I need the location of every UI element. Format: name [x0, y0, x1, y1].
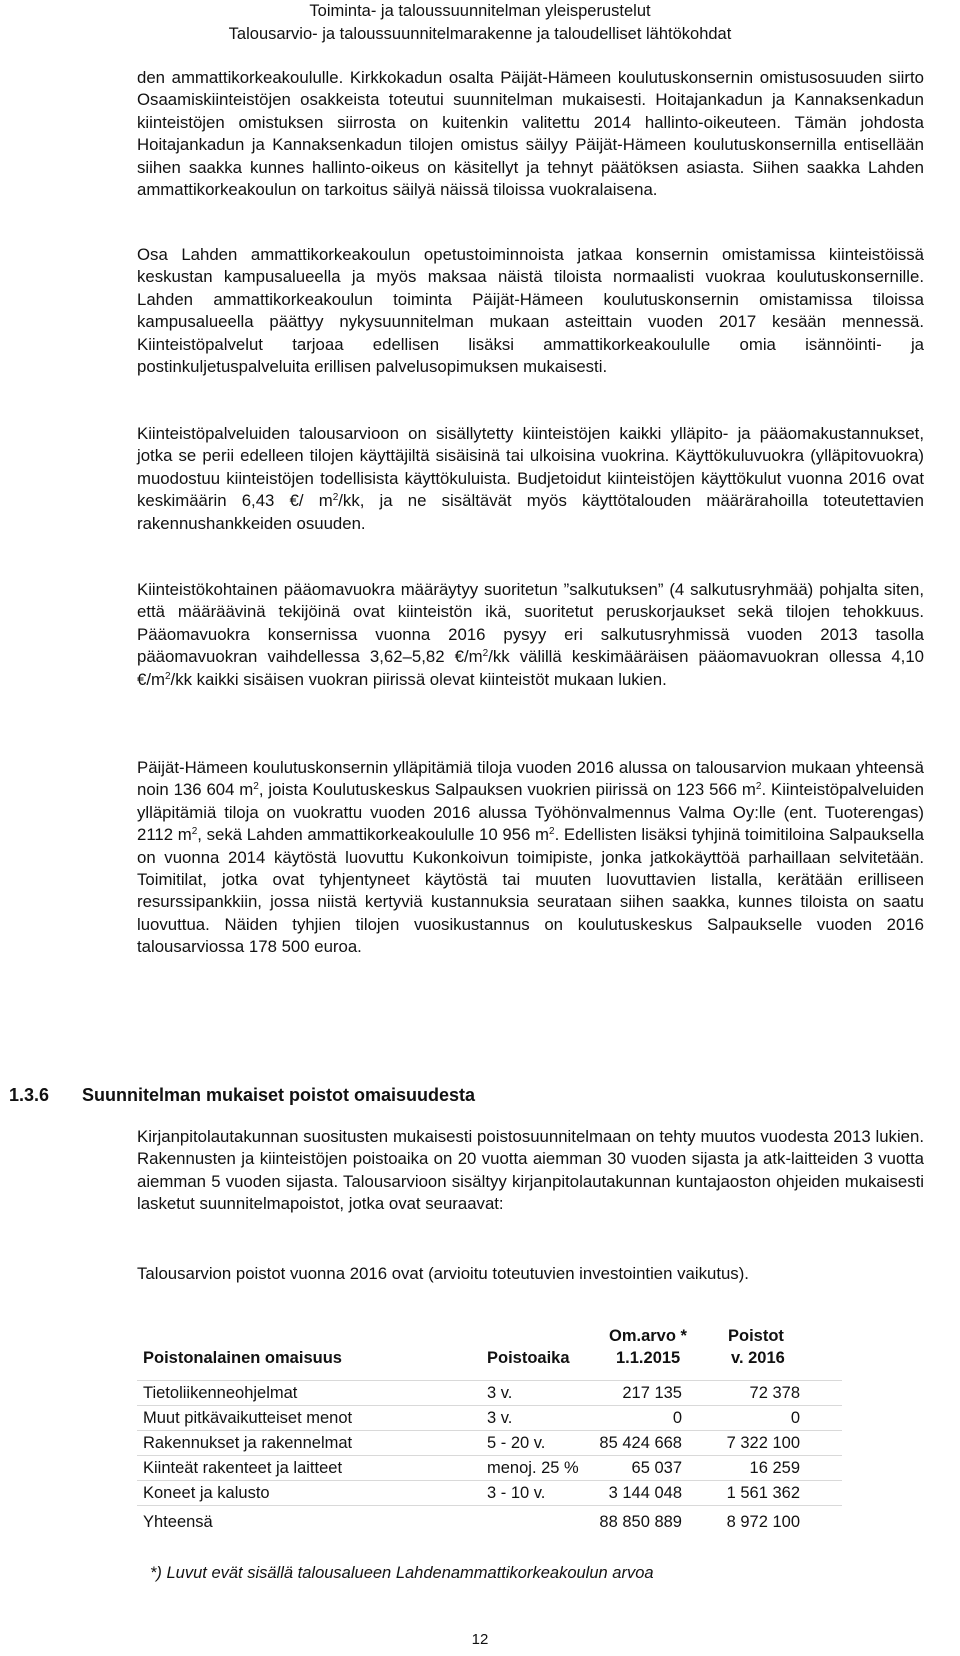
- section-number: 1.3.6: [9, 1085, 50, 1105]
- total-value: 88 850 889: [599, 1513, 682, 1531]
- page-number: 12: [471, 1631, 489, 1648]
- cell-period: 3 v.: [487, 1384, 513, 1402]
- cell-value: 0: [672, 1409, 682, 1427]
- cell-asset: Rakennukset ja rakennelmat: [143, 1434, 353, 1452]
- header-period: Poistoaika: [487, 1349, 570, 1367]
- header-line-2: Talousarvio- ja taloussuunnitelmarakenne ja taloudelliset lähtökohdat: [228, 25, 732, 43]
- cell-depreciation: 0: [790, 1409, 800, 1427]
- cell-period: 3 v.: [487, 1409, 513, 1427]
- table-row: [137, 1406, 842, 1431]
- table-row: [137, 1481, 842, 1506]
- header-value-line1: Om.arvo *: [609, 1327, 687, 1345]
- table-total-row: [137, 1510, 842, 1534]
- cell-depreciation: 16 259: [749, 1459, 800, 1477]
- header-dep-line2: v. 2016: [731, 1349, 785, 1367]
- cell-depreciation: 1 561 362: [726, 1484, 800, 1502]
- paragraph-1: den ammattikorkeakoululle. Kirkkokadun osalta Päijät-Hämeen koulutuskonsernin omistusosuuden siirto Osaamiskiinteistöjen osakkeista toteutui suunnitelman mukaisesti. Hoitajankadun ja Kannaksenkadun kiinteistöjen omistuksen siirrosta on kuitenkin valitettu 2014 hallinto-oikeuteen. Tämän johdosta Hoitajankadun ja Kannaksenkadun tilojen omistus säilyy Päijät-Hämeen koulutuskonsernilla entisellään siihen saakka kunnes hallinto-oikeus on käsitellyt ja tehnyt päätöksen asiasta. Siihen saakka Lahden ammattikorkeakoulun on tarkoitus säilyä näissä tiloissa vuokralaisena.: [137, 68, 924, 200]
- total-label: Yhteensä: [143, 1513, 213, 1531]
- paragraph-4: Kiinteistökohtainen pääomavuokra määräytyy suoritetun ”salkutuksen” (4 salkutusryhmää) pohjalta siten, että määräävinä tekijöinä ovat kiinteistön ikä, suoritetut peruskorjaukset sekä tilojen tehokkuus. Pääomavuokra konsernissa vuonna 2016 pysyy eri salkutusryhmissä vuoden 2013 tasolla pääomavuokran vaihdellessa 3,62–5,82 $€/m^2/kk$ välillä keskimääräisen pääomavuokran ollessa 4,10 $€/m^2/kk$ kaikki sisäisen vuokran piirissä olevat kiinteistöt mukaan lukien.: [137, 580, 924, 689]
- footnote: *) Luvut evät sisällä talousalueen Lahdenammattikorkeakoulun arvoa: [150, 1564, 654, 1582]
- paragraph-3: Kiinteistöpalveluiden talousarvioon on sisällytetty kiinteistöjen kaikki ylläpito- ja pääomakustannukset, jotka se perii edelleen tilojen käyttäjiltä sisäisinä tai ulkoisina vuokrina. Käyttökuluvuokra (ylläpitovuokra) muodostuu kiinteistöjen todellisista käyttökuluista. Budjetoidut kiinteistöjen käyttökulut vuonna 2016 ovat keskimäärin 6,43 €/ $m^2/kk$, ja ne sisältävät myös käyttötalouden määrärahoilla toteutettavien rakennushankkeiden osuuden.: [137, 424, 924, 533]
- cell-period: 3 - 10 v.: [487, 1484, 546, 1502]
- cell-period: menoj. 25 %: [487, 1459, 579, 1477]
- running-header: [0, 0, 960, 46]
- cell-value: 3 144 048: [608, 1484, 682, 1502]
- table-row: [137, 1456, 842, 1481]
- total-depreciation: 8 972 100: [726, 1513, 800, 1531]
- cell-asset: Kiinteät rakenteet ja laitteet: [143, 1459, 343, 1477]
- cell-asset: Muut pitkävaikutteiset menot: [143, 1409, 353, 1427]
- cell-depreciation: 72 378: [749, 1384, 800, 1402]
- cell-value: 217 135: [622, 1384, 682, 1402]
- section-heading: [0, 1083, 960, 1107]
- paragraph-2: Osa Lahden ammattikorkeakoulun opetustoiminnoista jatkaa konsernin omistamissa kiinteistöissä keskustan kampusalueella ja myös maksaa näistä tiloista normaalisti vuokraa koulutuskonsernille. Lahden ammattikorkeakoulun toiminta Päijät-Hämeen koulutuskonsernin omistamissa tiloissa kampusalueella päättyy nykysuunnitelman mukaan asteittain vuoden 2017 kesään mennessä. Kiinteistöpalvelut tarjoaa edellisen lisäksi ammattikorkeakoululle omia isännöinti- ja postinkuljetuspalveluita erillisen palvelusopimuksen mukaisesti.: [137, 245, 924, 377]
- cell-value: 65 037: [631, 1459, 682, 1477]
- table-row: [137, 1431, 842, 1456]
- cell-asset: Tietoliikenneohjelmat: [143, 1384, 298, 1402]
- header-asset: Poistonalainen omaisuus: [143, 1349, 342, 1367]
- header-line-1: Toiminta- ja taloussuunnitelman yleisperustelut: [309, 2, 651, 20]
- cell-value: 85 424 668: [599, 1434, 682, 1452]
- header-value-line2: 1.1.2015: [616, 1349, 681, 1367]
- paragraph-6: Kirjanpitolautakunnan suositusten mukaisesti poistosuunnitelmaan on tehty muutos vuodesta 2013 lukien. Rakennusten ja kiinteistöjen poistoaika on 20 vuotta aiemman 30 vuoden sijasta ja atk-laitteiden 3 vuotta aiemman 5 vuoden sijasta. Talousarvioon sisältyy kirjanpitolautakunnan kuntajaoston ohjeiden mukaisesti lasketut suunnitelmapoistot, jotka ovat seuraavat:: [137, 1127, 924, 1214]
- cell-asset: Koneet ja kalusto: [143, 1484, 270, 1502]
- table-header: [137, 1320, 842, 1370]
- cell-depreciation: 7 322 100: [726, 1434, 800, 1452]
- section-title: Suunnitelman mukaiset poistot omaisuudesta: [82, 1085, 476, 1105]
- paragraph-7: Talousarvion poistot vuonna 2016 ovat (arvioitu toteutuvien investointien vaikutus).: [137, 1264, 749, 1283]
- table-row: [137, 1380, 842, 1406]
- cell-period: 5 - 20 v.: [487, 1434, 546, 1452]
- paragraph-5: Päijät-Hämeen koulutuskonsernin ylläpitämiä tiloja vuoden 2016 alussa on talousarvion mukaan yhteensä noin 136 604 $m^2$, joista Koulutuskeskus Salpauksen vuokrien piirissä on 123 566 $m^2$. Kiinteistöpalveluiden ylläpitämiä tiloja on vuokrattu vuoden 2016 alussa Työhönvalmennus Valma Oy:lle (ent. Tuoterengas) 2112 $m^2$, sekä Lahden ammattikorkeakoululle 10 956 $m^2$. Edellisten lisäksi tyhjinä toimitiloina Salpauksella on vuonna 2014 käytöstä luovuttu Kukonkoivun toimipiste, jonka jatkokäyttöä parhaillaan selvitetään. Toimitilat, jotka ovat tyhjentyneet käytöstä tai muuten luovuttavien listalla, kerätään erilliseen resurssipankkiin, jossa niistä kertyviä kustannuksia seurataan siihen saakka, kunnes tiloista on saatu luovuttua. Näiden tyhjien tilojen vuosikustannus on koulutuskeskus Salpaukselle vuoden 2016 talousarviossa 178 500 euroa.: [137, 758, 925, 957]
- header-dep-line1: Poistot: [728, 1327, 784, 1345]
- depreciation-table: [137, 1320, 842, 1534]
